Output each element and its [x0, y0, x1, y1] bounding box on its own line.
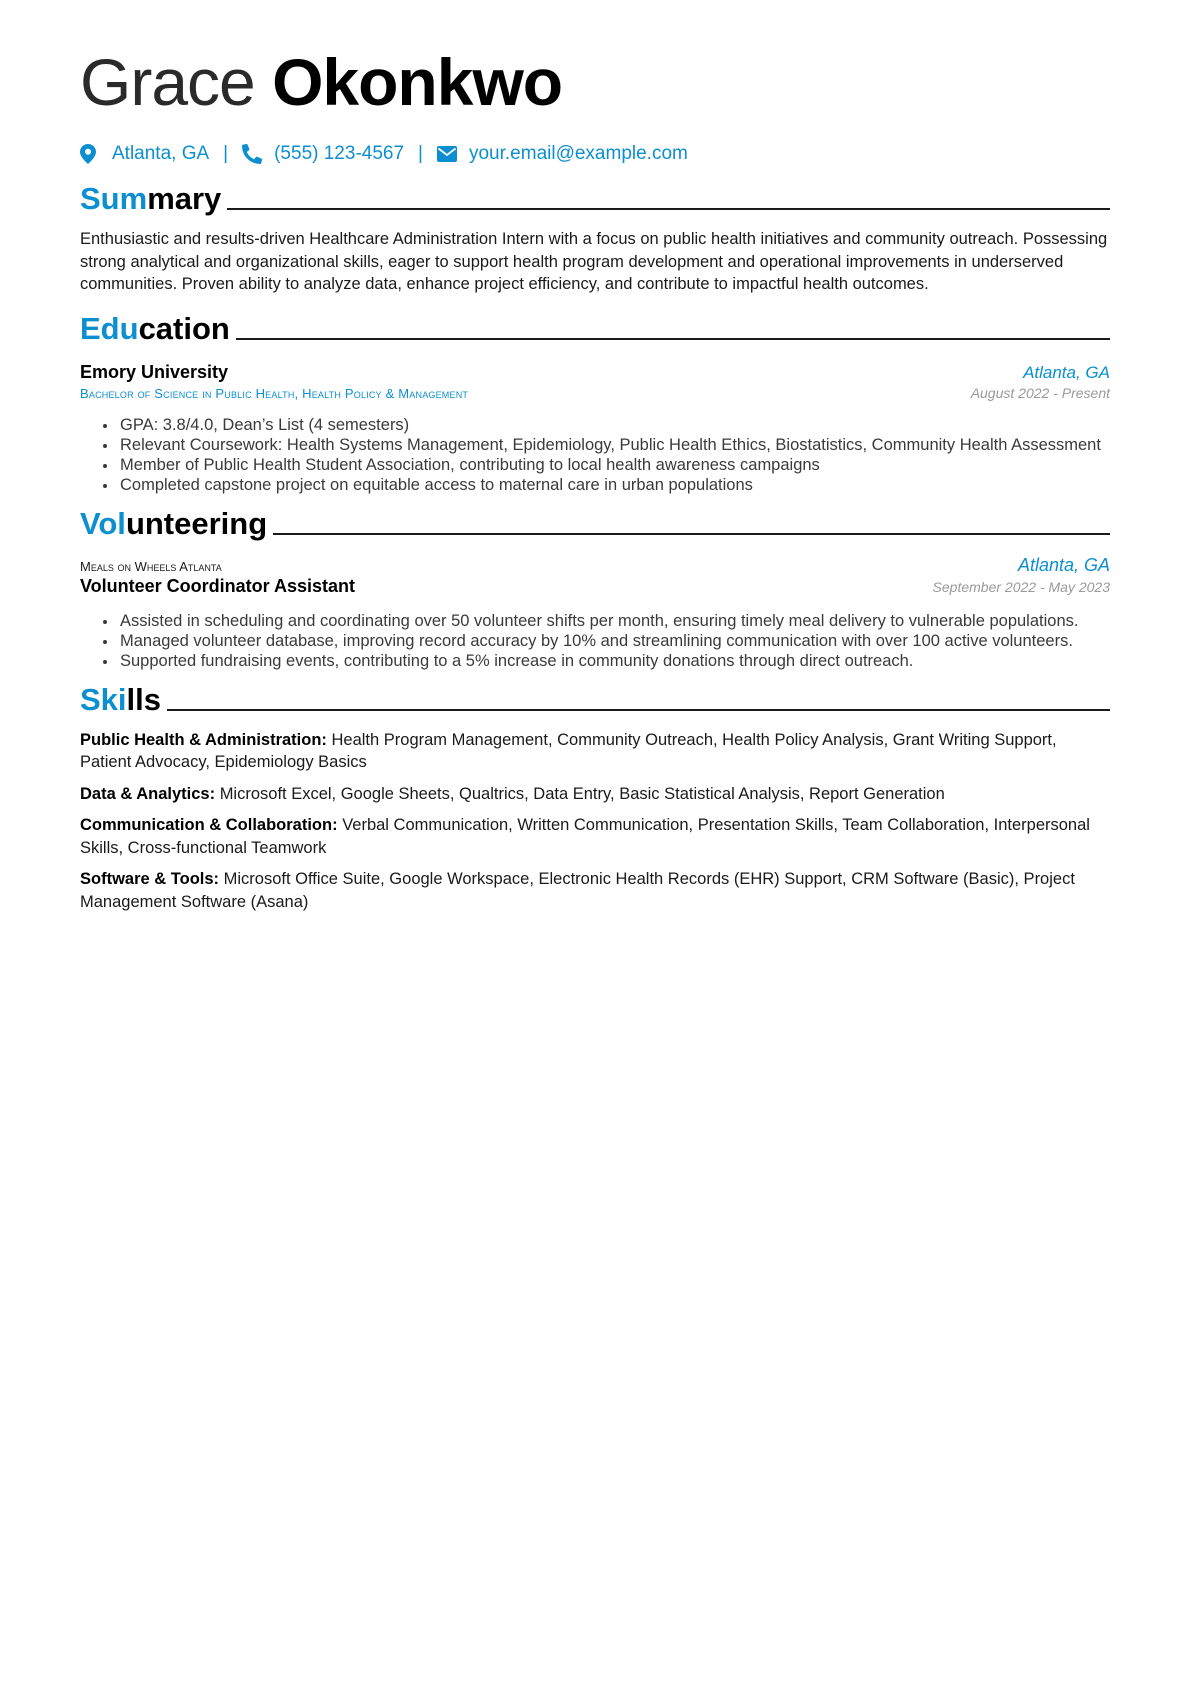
- title-rest: unteering: [125, 505, 268, 541]
- skills-heading: [80, 679, 1110, 717]
- entry-subheader: [80, 385, 1110, 401]
- title-accent: Sum: [80, 181, 148, 216]
- email-link: your.email@example.com: [468, 143, 688, 164]
- section-rule: [273, 533, 1110, 535]
- volunteer-location: Atlanta, GA: [1017, 554, 1110, 575]
- contact-separator: |: [418, 143, 423, 164]
- skill-category: Public Health & Administration:: [80, 730, 327, 749]
- entry-header: [80, 362, 1110, 383]
- section-title: [80, 683, 161, 717]
- section-title: [80, 312, 230, 346]
- title-rest: cation: [138, 310, 230, 346]
- envelope-icon: [437, 144, 457, 164]
- summary-text: Enthusiastic and results-driven Healthcare Administration Intern with a focus on public health initiatives and community outreach. Possessing strong analytical and organizational skills, eager to support health program development and operational improvements in underserved communities. Proven ability to analyze data, enhance project efficiency, and contribute to impactful health outcomes.: [80, 230, 1108, 293]
- skills-list: [80, 729, 1110, 914]
- list-item: • Relevant Coursework: Health Systems Management, Epidemiology, Public Health Ethics, Biostatistics, Community Health Assessment: [118, 435, 1110, 455]
- title-rest: mary: [147, 181, 222, 216]
- section-rule: [227, 208, 1110, 210]
- skill-category: Data & Analytics:: [80, 784, 216, 803]
- entry-subheader: [80, 576, 1110, 597]
- contact-separator: |: [223, 143, 229, 164]
- contact-bar: [80, 140, 1110, 168]
- education-bullets: [80, 415, 1110, 495]
- title-rest: lls: [126, 681, 161, 717]
- title-accent: Vol: [80, 505, 126, 541]
- candidate-name: [80, 42, 1110, 122]
- organization-name: Meals on Wheels Atlanta: [80, 558, 222, 574]
- volunteering-bullets: [80, 611, 1110, 671]
- contact-email[interactable]: [437, 143, 688, 165]
- list-item: • Supported fundraising events, contributing to a 5% increase in community donations through direct outreach.: [118, 651, 1110, 671]
- title-accent: Ski: [80, 681, 127, 717]
- location-text: Atlanta, GA: [112, 143, 210, 164]
- title-accent: Edu: [80, 310, 139, 346]
- skill-category: Communication & Collaboration:: [80, 816, 338, 834]
- volunteering-heading: [80, 503, 1110, 541]
- section-rule: [236, 338, 1110, 340]
- education-dates: August 2022 - Present: [970, 384, 1110, 401]
- school-name: Emory University: [80, 361, 229, 382]
- section-title: [80, 182, 221, 216]
- section-rule: [167, 709, 1110, 711]
- list-item: • Managed volunteer database, improving record accuracy by 10% and streamlining communication with over 100 active volunteers.: [118, 631, 1110, 651]
- skill-category: Software & Tools:: [80, 870, 220, 888]
- first-name: Grace: [80, 45, 255, 119]
- list-item: • Assisted in scheduling and coordinating over 50 volunteer shifts per month, ensuring timely meal delivery to vulnerable populations.: [118, 611, 1110, 631]
- list-item: • Member of Public Health Student Association, contributing to local health awareness campaigns: [118, 455, 1110, 475]
- contact-phone[interactable]: [242, 143, 404, 165]
- skill-row: [80, 868, 1110, 913]
- entry-header: [80, 555, 1110, 576]
- list-item: • GPA: 3.8/4.0, Dean’s List (4 semesters): [118, 415, 1110, 435]
- phone-icon: [242, 144, 262, 164]
- skill-row: [80, 783, 1110, 806]
- volunteer-dates: September 2022 - May 2023: [932, 578, 1110, 595]
- skill-values: Health Program Management, Community Outreach, Health Policy Analysis, Grant Writing Support, Patient Advocacy, Epidemiology Basics: [80, 730, 1057, 771]
- section-title: [80, 507, 267, 541]
- phone-text: (555) 123-4567: [274, 143, 405, 164]
- summary-heading: [80, 178, 1110, 216]
- skill-row: [80, 814, 1110, 859]
- list-item: • Completed capstone project on equitable access to maternal care in urban populations: [118, 475, 1110, 495]
- skill-values: Microsoft Office Suite, Google Workspace, Electronic Health Records (EHR) Support, CRM Software (Basic), Project Management Software (Asana): [80, 870, 1075, 911]
- education-heading: [80, 308, 1110, 346]
- education-entry: [80, 362, 1110, 495]
- skill-values: Verbal Communication, Written Communication, Presentation Skills, Team Collaboration, Interpersonal Skills, Cross-functional Teamwork: [80, 816, 1090, 857]
- role-title: Volunteer Coordinator Assistant: [80, 575, 356, 596]
- contact-location: [80, 143, 209, 165]
- volunteering-entry: [80, 555, 1110, 671]
- degree: Bachelor of Science in Public Health, Health Policy & Management: [80, 385, 469, 401]
- school-location: Atlanta, GA: [1023, 362, 1110, 382]
- last-name: Okonkwo: [272, 45, 563, 119]
- skill-values: Microsoft Excel, Google Sheets, Qualtrics, Data Entry, Basic Statistical Analysis, Report Generation: [219, 784, 945, 803]
- skill-row: [80, 729, 1110, 774]
- map-marker-icon: [80, 144, 100, 164]
